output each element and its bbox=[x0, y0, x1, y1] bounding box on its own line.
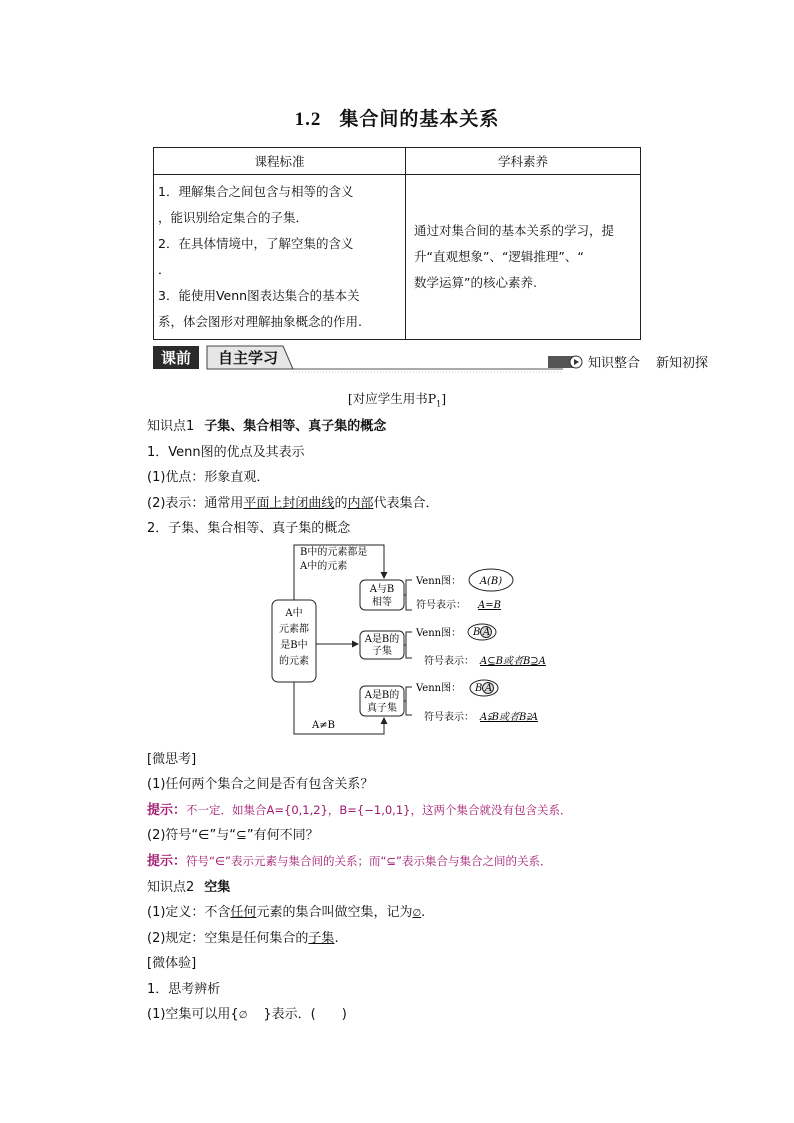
standard-line: 系，体会图形对理解抽象概念的作用. bbox=[158, 314, 362, 329]
svg-text:A(B): A(B) bbox=[479, 576, 503, 587]
empty-set-symbol: ∅ bbox=[412, 908, 422, 919]
banner-tag1-text: 课前 bbox=[160, 349, 192, 367]
standard-line: ． bbox=[158, 262, 171, 277]
think-q1: (1)任何两个集合之间是否有包含关系？ bbox=[147, 777, 374, 792]
kp2-heading: 知识点2 空集 bbox=[147, 880, 231, 895]
think-label: [微思考] bbox=[147, 752, 197, 767]
standards-table bbox=[153, 147, 641, 340]
svg-text:相等: 相等 bbox=[372, 597, 392, 608]
page-title bbox=[0, 104, 794, 131]
literacy-line: 数学运算”的核心素养. bbox=[414, 275, 537, 290]
top-note-line1: B中的元素都是 bbox=[300, 547, 368, 558]
svg-text:符号表示：: 符号表示： bbox=[424, 656, 474, 667]
svg-text:符号表示：: 符号表示： bbox=[424, 712, 474, 723]
svg-text:A是B的: A是B的 bbox=[364, 690, 400, 701]
section-banner bbox=[153, 344, 713, 374]
standard-line: 2．在具体情境中，了解空集的含义 bbox=[158, 236, 354, 251]
header-subject-literacy: 学科素养 bbox=[406, 148, 641, 175]
header-course-standard: 课程标准 bbox=[154, 148, 406, 175]
svg-text:A⫋B或者B⫌A: A⫋B或者B⫌A bbox=[480, 712, 538, 723]
svg-text:Venn图：: Venn图： bbox=[416, 576, 462, 587]
kp2-rule: (2)规定：空集是任何集合的子集. bbox=[147, 931, 339, 946]
svg-text:子集: 子集 bbox=[372, 646, 392, 657]
literacy-line: 通过对集合间的基本关系的学习，提 bbox=[414, 223, 615, 238]
svg-text:是B中: 是B中 bbox=[280, 640, 308, 651]
think-q2: (2)符号“∈”与“⊆”有何不同？ bbox=[147, 828, 319, 843]
banner-tag2-text: 自主学习 bbox=[217, 349, 279, 367]
concept-diagram bbox=[260, 540, 560, 740]
svg-text:A⊆B或者B⊇A: A⊆B或者B⊇A bbox=[480, 656, 546, 667]
top-note-line2: A中的元素 bbox=[300, 561, 348, 572]
svg-text:B: B bbox=[475, 683, 483, 694]
standard-line: ，能识别给定集合的子集． bbox=[158, 210, 309, 225]
book-reference: [对应学生用书$P_1$] bbox=[347, 391, 447, 409]
think-a2: 提示：符号“∈”表示元素与集合间的关系；而“⊆”表示集合与集合之间的关系． bbox=[147, 854, 552, 869]
svg-text:真子集: 真子集 bbox=[367, 703, 397, 714]
svg-text:Venn图：: Venn图： bbox=[416, 628, 462, 639]
svg-text:A与B: A与B bbox=[369, 584, 395, 595]
banner-right1: 知识整合 bbox=[588, 356, 641, 371]
empty-set-symbol: ∅ bbox=[238, 1010, 248, 1021]
standard-line: 1．理解集合之间包含与相等的含义 bbox=[158, 184, 354, 199]
think-a1: 提示：不一定．如集合A={0,1,2}，B={−1,0,1}，这两个集合就没有包含关系． bbox=[147, 803, 572, 818]
kp1-heading: 知识点1 子集、集合相等、真子集的概念 bbox=[147, 419, 387, 434]
kp1-item1: 1．Venn图的优点及其表示 bbox=[147, 445, 305, 460]
literacy-line: 升“直观想象”、“逻辑推理”、“ bbox=[414, 249, 584, 264]
svg-text:A中: A中 bbox=[285, 608, 303, 619]
banner-right2: 新知初探 bbox=[656, 356, 709, 371]
kp1-item1-1: (1)优点：形象直观． bbox=[147, 470, 270, 485]
svg-text:元素都: 元素都 bbox=[279, 624, 309, 635]
svg-text:A: A bbox=[483, 627, 491, 638]
exp-item1: 1．思考辨析 bbox=[147, 982, 221, 997]
svg-text:Venn图：: Venn图： bbox=[416, 683, 462, 694]
svg-text:A是B的: A是B的 bbox=[364, 634, 400, 645]
subject-literacy-cell bbox=[406, 175, 641, 340]
svg-text:B: B bbox=[473, 627, 481, 638]
svg-text:符号表示：: 符号表示： bbox=[416, 600, 466, 611]
standard-line: 3．能使用Venn图表达集合的基本关 bbox=[158, 288, 360, 303]
section-number: 1.2 bbox=[294, 109, 322, 130]
kp1-item1-2: (2)表示：通常用平面上封闭曲线的内部代表集合． bbox=[147, 496, 439, 511]
exp-label: [微体验] bbox=[147, 956, 197, 971]
svg-text:A=B: A=B bbox=[478, 600, 501, 611]
exp-q1: (1)空集可以用{∅ }表示．( ) bbox=[147, 1007, 347, 1022]
course-standard-cell bbox=[154, 175, 406, 340]
svg-text:的元素: 的元素 bbox=[279, 656, 309, 667]
kp1-item2: 2．子集、集合相等、真子集的概念 bbox=[147, 521, 351, 536]
svg-text:A: A bbox=[485, 683, 493, 694]
section-title: 集合间的基本关系 bbox=[339, 108, 500, 130]
not-equal-label: A≠B bbox=[312, 720, 335, 731]
kp2-definition: (1)定义：不含任何元素的集合叫做空集，记为∅. bbox=[147, 905, 426, 920]
